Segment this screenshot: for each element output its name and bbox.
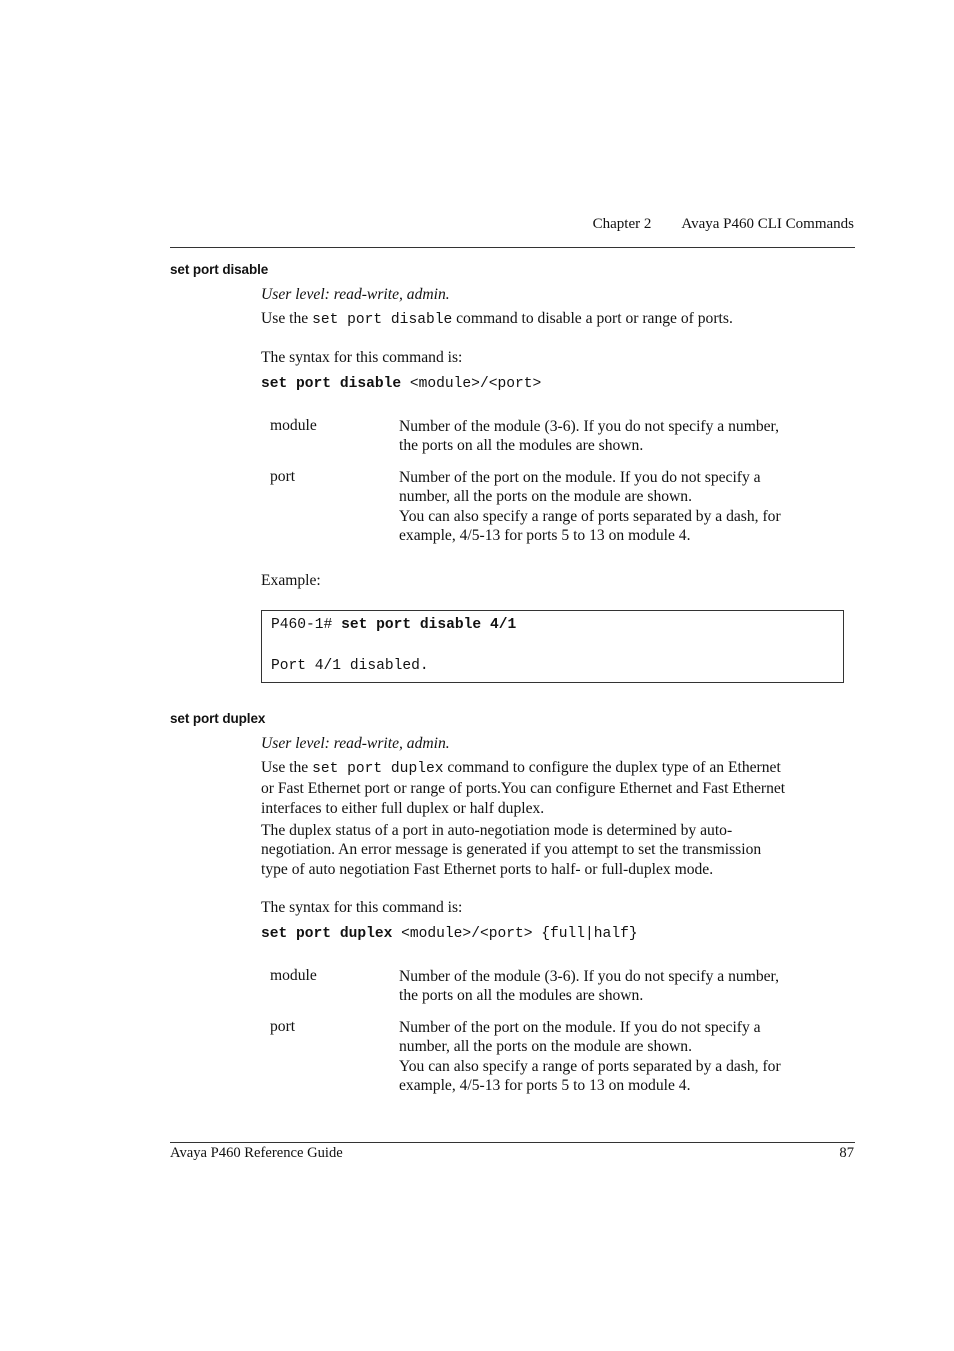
- param-name-port: port: [270, 468, 296, 485]
- duplex-status-paragraph: [261, 821, 856, 879]
- use-suffix: command to configure the duplex type of an Ethernet: [443, 759, 781, 776]
- example-command: set port disable 4/1: [341, 617, 517, 633]
- header-rule: [170, 247, 855, 248]
- use-prefix: Use the: [261, 759, 313, 776]
- param-desc-port: [399, 468, 849, 545]
- desc-line: the ports on all the modules are shown.: [399, 437, 644, 455]
- paragraph-line: interfaces to either full duplex or half duplex.: [261, 799, 545, 817]
- syntax-intro: The syntax for this command is:: [261, 899, 463, 916]
- footer-guide-title: Avaya P460 Reference Guide: [170, 1145, 343, 1161]
- syntax-line: [261, 373, 856, 394]
- syntax-command: set port disable: [261, 376, 402, 392]
- example-code-box: [261, 610, 844, 683]
- desc-line: You can also specify a range of ports separated by a dash, for: [399, 507, 781, 525]
- footer-rule: [170, 1142, 855, 1143]
- use-suffix: command to disable a port or range of ports.: [452, 310, 733, 327]
- syntax-command: set port duplex: [261, 926, 393, 942]
- example-label: Example:: [261, 572, 321, 589]
- desc-line: You can also specify a range of ports separated by a dash, for: [399, 1057, 781, 1075]
- example-command-line: [271, 617, 516, 633]
- syntax-intro: The syntax for this command is:: [261, 349, 463, 366]
- param-desc-module: [399, 417, 849, 456]
- section-heading-set-port-duplex: set port duplex: [170, 711, 266, 726]
- paragraph-line: [261, 758, 856, 779]
- section-heading-set-port-disable: set port disable: [170, 262, 269, 277]
- desc-line: Number of the port on the module. If you do not specify a: [399, 469, 761, 486]
- use-prefix: Use the: [261, 310, 313, 327]
- param-desc-module: [399, 967, 849, 1006]
- param-name-module: module: [270, 967, 317, 984]
- param-name-module: module: [270, 417, 317, 434]
- desc-line: Number of the module (3-6). If you do not specify a number,: [399, 418, 780, 435]
- user-level-text: User level: read-write, admin.: [261, 735, 450, 752]
- example-prompt: P460-1#: [271, 617, 342, 633]
- paragraph-line: negotiation. An error message is generated if you attempt to set the transmission: [261, 841, 762, 859]
- paragraph-line: type of auto negotiation Fast Ethernet ports to half- or full-duplex mode.: [261, 860, 714, 878]
- page-number: 87: [839, 1145, 854, 1161]
- syntax-line: [261, 923, 856, 944]
- param-desc-port: [399, 1018, 849, 1095]
- paragraph-line: The duplex status of a port in auto-negotiation mode is determined by auto-: [261, 822, 733, 839]
- desc-line: the ports on all the modules are shown.: [399, 987, 644, 1005]
- inline-command: set port duplex: [312, 761, 444, 777]
- chapter-title: Avaya P460 CLI Commands: [681, 216, 854, 232]
- desc-line: Number of the module (3-6). If you do not specify a number,: [399, 968, 780, 985]
- running-header: [593, 216, 854, 233]
- inline-command: set port disable: [312, 312, 453, 328]
- desc-line: Number of the port on the module. If you do not specify a: [399, 1019, 761, 1036]
- desc-line: number, all the ports on the module are shown.: [399, 1038, 692, 1056]
- paragraph-line: or Fast Ethernet port or range of ports.You can configure Ethernet and Fast Ethernet: [261, 780, 786, 798]
- syntax-args: <module>/<port>: [401, 376, 542, 392]
- desc-line: number, all the ports on the module are shown.: [399, 488, 692, 506]
- example-output: Port 4/1 disabled.: [271, 658, 429, 674]
- description-paragraph: [261, 309, 856, 330]
- desc-line: example, 4/5-13 for ports 5 to 13 on module 4.: [399, 1076, 691, 1094]
- description-paragraph: [261, 758, 856, 818]
- desc-line: example, 4/5-13 for ports 5 to 13 on module 4.: [399, 526, 691, 544]
- chapter-label: Chapter 2: [592, 216, 652, 232]
- syntax-args: <module>/<port> {full|half}: [392, 926, 638, 942]
- param-name-port: port: [270, 1018, 296, 1035]
- user-level-text: User level: read-write, admin.: [261, 286, 450, 303]
